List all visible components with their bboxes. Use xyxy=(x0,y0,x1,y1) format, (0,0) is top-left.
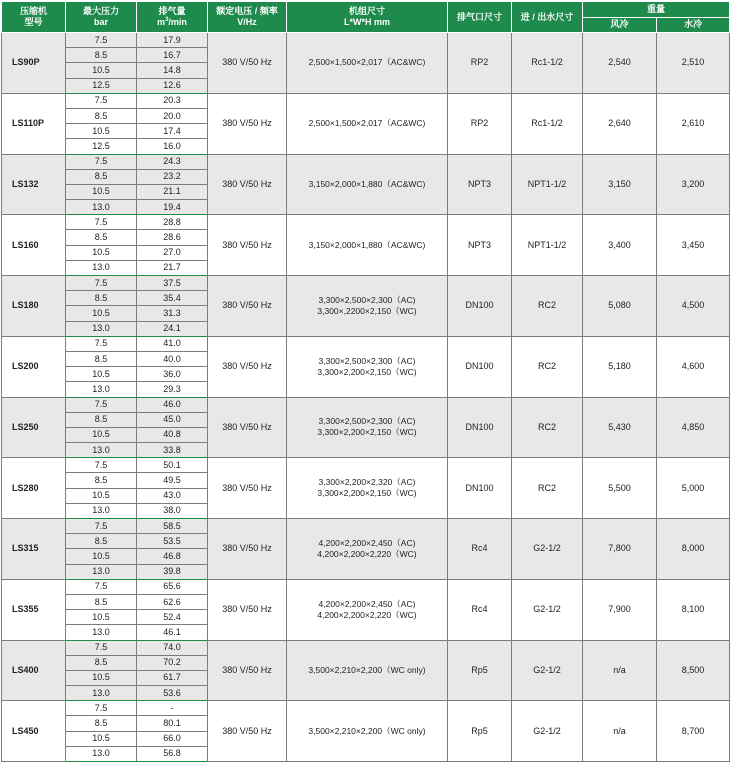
max-pressure: 7.5 xyxy=(66,701,137,716)
header-voltage-unit: V/Hz xyxy=(237,17,257,27)
header-weight-air: 风冷 xyxy=(583,17,657,33)
weight-water-cooled: 8,500 xyxy=(657,640,730,701)
air-flow: 20.0 xyxy=(137,108,208,123)
rated-voltage: 380 V/50 Hz xyxy=(208,215,287,276)
air-flow: 46.8 xyxy=(137,549,208,564)
unit-dimensions xyxy=(287,579,448,640)
max-pressure: 12.5 xyxy=(66,78,137,93)
max-pressure: 13.0 xyxy=(66,200,137,215)
water-connection-size: RC2 xyxy=(512,397,583,458)
max-pressure: 7.5 xyxy=(66,154,137,169)
model-name: LS200 xyxy=(2,336,66,397)
max-pressure: 13.0 xyxy=(66,686,137,701)
rated-voltage: 380 V/50 Hz xyxy=(208,458,287,519)
table-body xyxy=(2,33,730,762)
model-name: LS90P xyxy=(2,33,66,94)
air-flow: 50.1 xyxy=(137,458,208,473)
air-flow: 12.6 xyxy=(137,78,208,93)
air-flow: 19.4 xyxy=(137,200,208,215)
header-model xyxy=(2,2,66,33)
header-dims-line1: 机组尺寸 xyxy=(348,6,385,16)
unit-dimensions xyxy=(287,397,448,458)
header-outlet: 排气口尺寸 xyxy=(448,2,512,33)
rated-voltage: 380 V/50 Hz xyxy=(208,93,287,154)
water-connection-size: Rc1-1/2 xyxy=(512,93,583,154)
outlet-size: RP2 xyxy=(448,93,512,154)
weight-air-cooled: 3,150 xyxy=(583,154,657,215)
outlet-size: NPT3 xyxy=(448,215,512,276)
dimension-line: 3,300×2,500×2,300（AC) xyxy=(318,294,416,305)
air-flow: 16.7 xyxy=(137,48,208,63)
max-pressure: 8.5 xyxy=(66,169,137,184)
table-row xyxy=(2,519,730,534)
air-flow: 53.5 xyxy=(137,534,208,549)
dimension-line: 3,300×2,200×2,150（WC) xyxy=(317,427,417,438)
weight-air-cooled: 2,640 xyxy=(583,93,657,154)
max-pressure: 10.5 xyxy=(66,610,137,625)
max-pressure: 13.0 xyxy=(66,443,137,458)
water-connection-size: RC2 xyxy=(512,276,583,337)
header-dims xyxy=(287,2,448,33)
weight-air-cooled: 2,540 xyxy=(583,33,657,94)
header-flow xyxy=(137,2,208,33)
max-pressure: 10.5 xyxy=(66,63,137,78)
unit-dimensions xyxy=(287,701,448,762)
max-pressure: 8.5 xyxy=(66,534,137,549)
model-name: LS450 xyxy=(2,701,66,762)
table-row xyxy=(2,276,730,291)
air-flow: 38.0 xyxy=(137,503,208,518)
water-connection-size: G2-1/2 xyxy=(512,640,583,701)
rated-voltage: 380 V/50 Hz xyxy=(208,154,287,215)
air-flow: 36.0 xyxy=(137,367,208,382)
model-name: LS355 xyxy=(2,579,66,640)
unit-dimensions xyxy=(287,336,448,397)
outlet-size: DN100 xyxy=(448,276,512,337)
dimension-line: 4,200×2,200×2,220（WC) xyxy=(317,609,417,620)
outlet-size: RP2 xyxy=(448,33,512,94)
max-pressure: 13.0 xyxy=(66,503,137,518)
air-flow: - xyxy=(137,701,208,716)
header-flow-line1: 排气量 xyxy=(158,6,186,16)
weight-air-cooled: n/a xyxy=(583,640,657,701)
max-pressure: 8.5 xyxy=(66,655,137,670)
air-flow: 21.7 xyxy=(137,260,208,275)
rated-voltage: 380 V/50 Hz xyxy=(208,579,287,640)
water-connection-size: NPT1-1/2 xyxy=(512,154,583,215)
rated-voltage: 380 V/50 Hz xyxy=(208,397,287,458)
weight-air-cooled: 7,800 xyxy=(583,519,657,580)
air-flow: 52.4 xyxy=(137,610,208,625)
max-pressure: 10.5 xyxy=(66,306,137,321)
model-name: LS400 xyxy=(2,640,66,701)
air-flow: 46.0 xyxy=(137,397,208,412)
dimension-line: 3,300×2,500×2,300（AC) xyxy=(318,355,416,366)
header-model-line2: 型号 xyxy=(24,17,43,27)
weight-water-cooled: 8,700 xyxy=(657,701,730,762)
dimension-line: 4,200×2,200×2,220（WC) xyxy=(317,548,417,559)
header-dims-unit: L*W*H mm xyxy=(343,17,390,27)
weight-air-cooled: 5,430 xyxy=(583,397,657,458)
model-name: LS160 xyxy=(2,215,66,276)
air-flow: 35.4 xyxy=(137,291,208,306)
header-flow-unit-post: /min xyxy=(168,17,187,27)
dimension-line: 2,500×1,500×2,017（AC&WC) xyxy=(308,118,426,129)
max-pressure: 7.5 xyxy=(66,640,137,655)
outlet-size: DN100 xyxy=(448,397,512,458)
air-flow: 65.6 xyxy=(137,579,208,594)
table-row xyxy=(2,336,730,351)
table-row xyxy=(2,640,730,655)
dimension-line: 2,500×1,500×2,017（AC&WC) xyxy=(308,57,426,68)
max-pressure: 10.5 xyxy=(66,427,137,442)
dimension-line: 3,150×2,000×1,880（AC&WC) xyxy=(308,178,426,189)
model-name: LS315 xyxy=(2,519,66,580)
unit-dimensions xyxy=(287,458,448,519)
max-pressure: 13.0 xyxy=(66,746,137,761)
air-flow: 80.1 xyxy=(137,716,208,731)
unit-dimensions xyxy=(287,276,448,337)
header-flow-unit-sup: 3 xyxy=(165,17,169,23)
weight-air-cooled: 3,400 xyxy=(583,215,657,276)
air-flow: 49.5 xyxy=(137,473,208,488)
air-flow: 40.8 xyxy=(137,427,208,442)
air-flow: 20.3 xyxy=(137,93,208,108)
dimension-line: 3,500×2,210×2,200（WC only) xyxy=(308,725,426,736)
header-weight-water: 水冷 xyxy=(657,17,730,33)
max-pressure: 8.5 xyxy=(66,594,137,609)
max-pressure: 10.5 xyxy=(66,184,137,199)
model-name: LS180 xyxy=(2,276,66,337)
header-water: 进 / 出水尺寸 xyxy=(512,2,583,33)
water-connection-size: RC2 xyxy=(512,458,583,519)
max-pressure: 10.5 xyxy=(66,549,137,564)
header-voltage-line1: 额定电压 / 频率 xyxy=(216,6,278,16)
weight-water-cooled: 4,850 xyxy=(657,397,730,458)
weight-air-cooled: 5,500 xyxy=(583,458,657,519)
max-pressure: 13.0 xyxy=(66,382,137,397)
air-flow: 56.8 xyxy=(137,746,208,761)
air-flow: 14.8 xyxy=(137,63,208,78)
air-flow: 31.3 xyxy=(137,306,208,321)
weight-air-cooled: 7,900 xyxy=(583,579,657,640)
water-connection-size: NPT1-1/2 xyxy=(512,215,583,276)
air-flow: 37.5 xyxy=(137,276,208,291)
table-row xyxy=(2,33,730,48)
air-flow: 21.1 xyxy=(137,184,208,199)
weight-water-cooled: 8,100 xyxy=(657,579,730,640)
header-model-line1: 压缩机 xyxy=(19,6,47,16)
rated-voltage: 380 V/50 Hz xyxy=(208,640,287,701)
max-pressure: 7.5 xyxy=(66,519,137,534)
model-name: LS110P xyxy=(2,93,66,154)
max-pressure: 10.5 xyxy=(66,245,137,260)
air-flow: 27.0 xyxy=(137,245,208,260)
air-flow: 41.0 xyxy=(137,336,208,351)
rated-voltage: 380 V/50 Hz xyxy=(208,276,287,337)
outlet-size: DN100 xyxy=(448,458,512,519)
max-pressure: 13.0 xyxy=(66,625,137,640)
dimension-line: 3,300×,2200×2,150（WC) xyxy=(317,305,417,316)
weight-water-cooled: 2,510 xyxy=(657,33,730,94)
max-pressure: 13.0 xyxy=(66,260,137,275)
header-voltage xyxy=(208,2,287,33)
water-connection-size: RC2 xyxy=(512,336,583,397)
table-row xyxy=(2,701,730,716)
air-flow: 24.1 xyxy=(137,321,208,336)
max-pressure: 8.5 xyxy=(66,48,137,63)
dimension-line: 3,300×2,200×2,320（AC) xyxy=(318,477,416,488)
header-pressure xyxy=(66,2,137,33)
unit-dimensions xyxy=(287,215,448,276)
rated-voltage: 380 V/50 Hz xyxy=(208,519,287,580)
dimension-line: 4,200×2,200×2,450（AC) xyxy=(318,537,416,548)
max-pressure: 10.5 xyxy=(66,731,137,746)
weight-water-cooled: 2,610 xyxy=(657,93,730,154)
rated-voltage: 380 V/50 Hz xyxy=(208,701,287,762)
air-flow: 28.6 xyxy=(137,230,208,245)
header-flow-unit-base: m xyxy=(157,17,166,27)
weight-water-cooled: 5,000 xyxy=(657,458,730,519)
air-flow: 17.4 xyxy=(137,124,208,139)
outlet-size: NPT3 xyxy=(448,154,512,215)
dimension-line: 3,300×2,200×2,150（WC) xyxy=(317,366,417,377)
weight-air-cooled: n/a xyxy=(583,701,657,762)
air-flow: 62.6 xyxy=(137,594,208,609)
table-row xyxy=(2,397,730,412)
header-pressure-line1: 最大压力 xyxy=(82,6,119,16)
water-connection-size: Rc1-1/2 xyxy=(512,33,583,94)
outlet-size: Rc4 xyxy=(448,519,512,580)
unit-dimensions xyxy=(287,154,448,215)
air-flow: 74.0 xyxy=(137,640,208,655)
unit-dimensions xyxy=(287,33,448,94)
model-name: LS280 xyxy=(2,458,66,519)
weight-water-cooled: 4,600 xyxy=(657,336,730,397)
max-pressure: 8.5 xyxy=(66,108,137,123)
outlet-size: Rc4 xyxy=(448,579,512,640)
air-flow: 17.9 xyxy=(137,33,208,48)
air-flow: 66.0 xyxy=(137,731,208,746)
air-flow: 58.5 xyxy=(137,519,208,534)
air-flow: 16.0 xyxy=(137,139,208,154)
water-connection-size: G2-1/2 xyxy=(512,701,583,762)
air-flow: 29.3 xyxy=(137,382,208,397)
weight-water-cooled: 3,200 xyxy=(657,154,730,215)
max-pressure: 8.5 xyxy=(66,473,137,488)
max-pressure: 8.5 xyxy=(66,351,137,366)
table-row xyxy=(2,215,730,230)
outlet-size: Rp5 xyxy=(448,640,512,701)
header-pressure-unit: bar xyxy=(93,17,108,27)
max-pressure: 8.5 xyxy=(66,716,137,731)
dimension-line: 3,300×2,500×2,300（AC) xyxy=(318,416,416,427)
air-flow: 39.8 xyxy=(137,564,208,579)
max-pressure: 7.5 xyxy=(66,215,137,230)
unit-dimensions xyxy=(287,519,448,580)
air-flow: 53.6 xyxy=(137,686,208,701)
table-header xyxy=(2,2,730,33)
dimension-line: 3,500×2,210×2,200（WC only) xyxy=(308,664,426,675)
max-pressure: 8.5 xyxy=(66,412,137,427)
model-name: LS250 xyxy=(2,397,66,458)
unit-dimensions xyxy=(287,93,448,154)
weight-air-cooled: 5,180 xyxy=(583,336,657,397)
dimension-line: 3,300×2,200×2,150（WC) xyxy=(317,488,417,499)
outlet-size: Rp5 xyxy=(448,701,512,762)
table-row xyxy=(2,154,730,169)
model-name: LS132 xyxy=(2,154,66,215)
air-flow: 70.2 xyxy=(137,655,208,670)
max-pressure: 13.0 xyxy=(66,564,137,579)
air-flow: 45.0 xyxy=(137,412,208,427)
rated-voltage: 380 V/50 Hz xyxy=(208,33,287,94)
air-flow: 28.8 xyxy=(137,215,208,230)
dimension-line: 3,150×2,000×1,880（AC&WC) xyxy=(308,239,426,250)
header-flow-unit xyxy=(137,17,207,28)
air-flow: 24.3 xyxy=(137,154,208,169)
air-flow: 23.2 xyxy=(137,169,208,184)
max-pressure: 10.5 xyxy=(66,367,137,382)
table-row xyxy=(2,579,730,594)
max-pressure: 7.5 xyxy=(66,276,137,291)
air-flow: 61.7 xyxy=(137,670,208,685)
max-pressure: 7.5 xyxy=(66,458,137,473)
air-flow: 43.0 xyxy=(137,488,208,503)
weight-water-cooled: 8,000 xyxy=(657,519,730,580)
max-pressure: 10.5 xyxy=(66,670,137,685)
spec-table xyxy=(1,1,730,762)
air-flow: 46.1 xyxy=(137,625,208,640)
air-flow: 33.8 xyxy=(137,443,208,458)
outlet-size: DN100 xyxy=(448,336,512,397)
rated-voltage: 380 V/50 Hz xyxy=(208,336,287,397)
max-pressure: 7.5 xyxy=(66,336,137,351)
max-pressure: 10.5 xyxy=(66,488,137,503)
max-pressure: 7.5 xyxy=(66,397,137,412)
max-pressure: 8.5 xyxy=(66,291,137,306)
max-pressure: 7.5 xyxy=(66,579,137,594)
table-row xyxy=(2,93,730,108)
max-pressure: 13.0 xyxy=(66,321,137,336)
max-pressure: 7.5 xyxy=(66,93,137,108)
weight-water-cooled: 4,500 xyxy=(657,276,730,337)
max-pressure: 8.5 xyxy=(66,230,137,245)
unit-dimensions xyxy=(287,640,448,701)
dimension-line: 4,200×2,200×2,450（AC) xyxy=(318,598,416,609)
water-connection-size: G2-1/2 xyxy=(512,519,583,580)
max-pressure: 12.5 xyxy=(66,139,137,154)
weight-air-cooled: 5,080 xyxy=(583,276,657,337)
weight-water-cooled: 3,450 xyxy=(657,215,730,276)
water-connection-size: G2-1/2 xyxy=(512,579,583,640)
air-flow: 40.0 xyxy=(137,351,208,366)
max-pressure: 7.5 xyxy=(66,33,137,48)
header-weight: 重量 xyxy=(583,2,730,18)
max-pressure: 10.5 xyxy=(66,124,137,139)
table-row xyxy=(2,458,730,473)
